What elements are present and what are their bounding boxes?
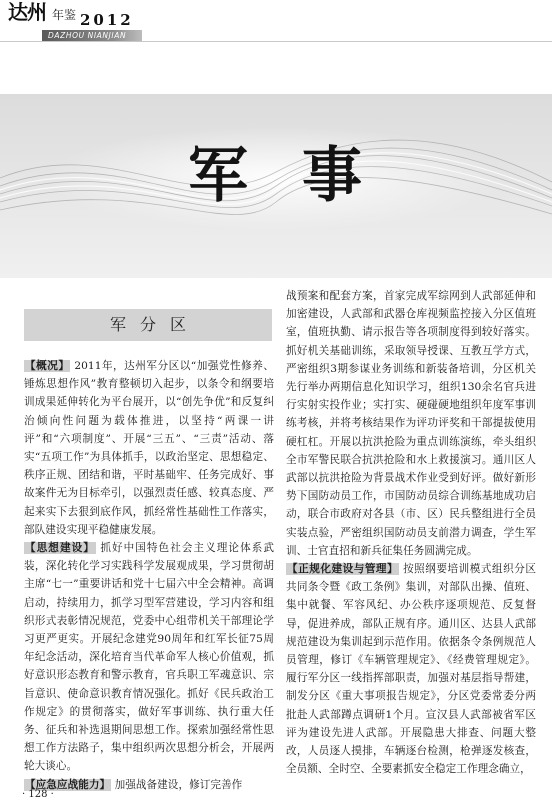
left-column xyxy=(24,357,274,794)
regular-text: 按照纲要培训模式组织分区共同条令暨《政工条例》集训，对部队出操、值班、集中就餐、军容风纪、办公秩序逐项规范、反复督导，促进养成，部队正规有序。通川区、达县人武部规范建设为集训起到示范作用。依据条令条例规范人员管理，修订《车辆管理规定》、《经费管理规定》。履行军分区一线指挥部职责，加强对基层指导帮建，制发分区《重大事项报告规定》，分区党委常委分两批赴人武部蹲点调研1个月。宣汉县人武部被省军区评为建设先进人武部。开展隐患大排查、问题大整改，人员逐人摸排，车辆逐台检测，枪弹逐发核查，全员额、全时空、全要素抓安全稳定工作理念确立， xyxy=(286,563,536,776)
emergency-label: 【应急应战能力】 xyxy=(25,778,111,791)
emergency-paragraph xyxy=(24,776,274,794)
chapter-title-char-2: 事 xyxy=(302,141,362,211)
header-year: 2012 xyxy=(80,11,134,29)
regular-paragraph xyxy=(286,560,536,778)
header-yearbook-label: 年鉴 xyxy=(52,8,77,22)
running-header xyxy=(0,0,552,42)
regular-label: 【正规化建设与管理】 xyxy=(287,563,399,576)
section-heading-box xyxy=(24,309,272,341)
ideology-text: 抓好中国特色社会主义理论体系武装，深化转化学习实践科学发展观成果，学习贯彻胡主席“七一”重要讲话和党十七届六中全会精神。高调启动，持续用力，抓学习型军营建设，学习内容和组织形式表彰情况规范，党委中心组带机关干部理论学习更严更实。开展纪念建党90周年和红军长征75周年纪念活动，深化培育当代革命军人核心价值观，抓好意识形态教育和警示教育，官兵职工军魂意识、宗旨意识、使命意识教育情况强化。抓好《民兵政治工作规定》的贯彻落实，做好军事训练、执行重大任务、征兵和补选退期间思想工作。探索加强经常性思想工作方法路子，集中组织两次思想分析会，开展两轮大谈心。 xyxy=(24,542,274,773)
emergency-continued-text: 战预案和配套方案，首家完成军综网到人武部延伸和加密建设，人武部和武器仓库视频监控接入分区值班室，值班执勤、请示报告等各项制度得到较好落实。抓好机关基础训练，采取领导授课、互教互学方式，严密组织3期参谋业务训练和新装备培训，分区机关先行举办两期信息化知识学习，组织130余名官兵进行实射实投作业；实打实、硬碰硬地组织年度军事训练考核，并将考核结果作为评功评奖和干部提拔使用硬杠杠。开展以抗洪抢险为重点训练演练，牵头组织全市军警民联合抗洪抢险和水上救援演习。通川区人武部以抗洪抢险为背景战术作业受到好评。做好新形势下国防动员工作，市国防动员综合训练基地成功启动，联合市政府对各县（市、区）民兵整组进行全员实装点验，严密组织国防动员支前潜力调查，学生军训、士官直招和新兵征集任务圆满完成。 xyxy=(286,290,536,557)
ideology-paragraph xyxy=(24,539,274,776)
emergency-continued-paragraph xyxy=(286,287,536,560)
overview-label: 【概况】 xyxy=(25,360,70,372)
right-column xyxy=(286,287,536,778)
ideology-label: 【思想建设】 xyxy=(25,542,95,555)
header-pinyin: DAZHOU NIANJIAN xyxy=(48,31,127,40)
chapter-title xyxy=(0,138,552,214)
page-number: · 128 · xyxy=(22,789,54,800)
header-city-name: 达州 xyxy=(8,0,46,24)
section-title: 军分区 xyxy=(109,315,200,334)
header-divider xyxy=(0,41,552,42)
chapter-title-char-1: 军 xyxy=(188,141,248,211)
overview-paragraph xyxy=(24,357,274,539)
overview-text: 2011年，达州军分区以“加强党性修养、锤炼思想作风”教育整顿切入起步，以条令和纲要培训成果延伸转化为平台展开，以“创先争优”和反复纠治倾向性问题为载体推进，以坚持“两课一讲评”和“六项制度”、开展“三五”、“三责”活动、落实“五项工作”为具体抓手，以政治坚定、思想稳定、秩序正规、团结和谐，平时基础牢、任务完成好、事故案件无为目标牵引，以强烈责任感、较真态度、严起来实下去狠到底作风，抓经常性基础性工作落实，部队建设实现平稳健康发展。 xyxy=(24,360,275,536)
emergency-text: 加强战备建设，修订完善作 xyxy=(114,778,243,791)
chapter-banner xyxy=(0,94,552,278)
